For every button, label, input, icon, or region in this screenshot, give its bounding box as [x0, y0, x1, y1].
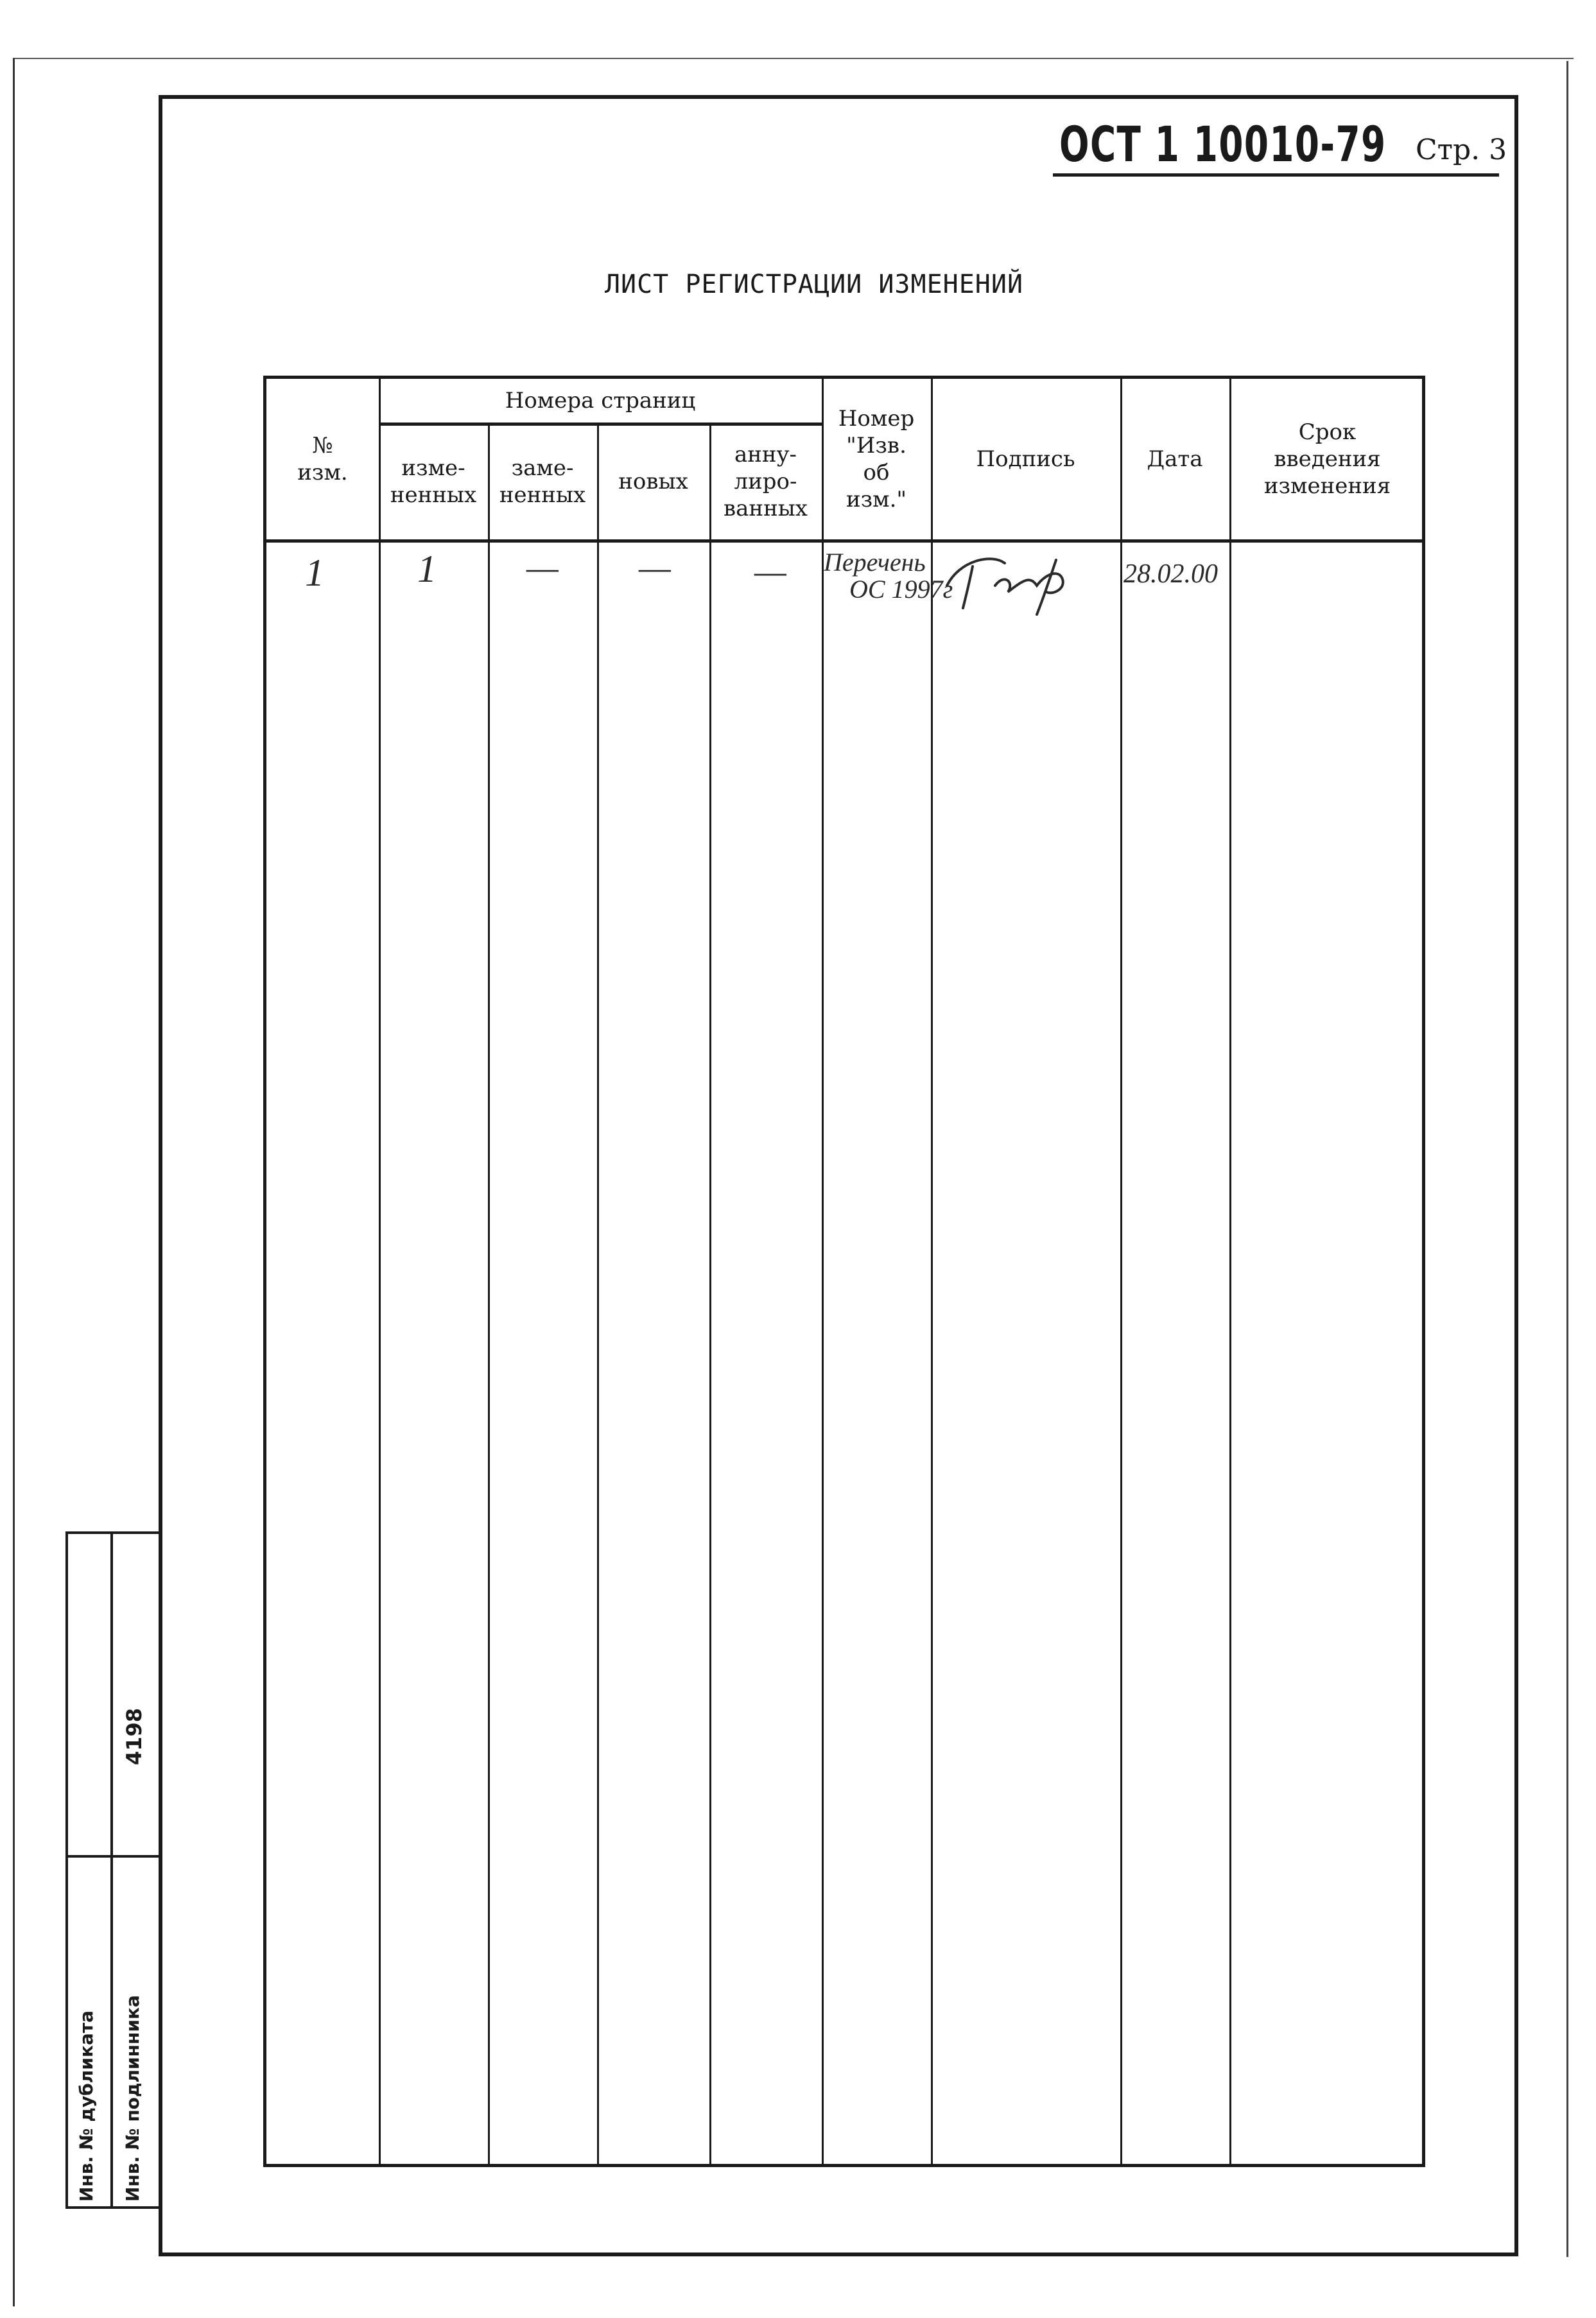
page-title: ЛИСТ РЕГИСТРАЦИИ ИЗМЕНЕНИЙ	[604, 270, 1024, 299]
col-divider	[822, 379, 824, 2164]
header-date: Дата	[1147, 446, 1203, 472]
page-edge	[1566, 61, 1568, 2257]
header-signature: Подпись	[976, 446, 1075, 472]
row1-notice: Перечень ОС 1997г	[824, 548, 953, 604]
header-replaced: заме- ненных	[499, 455, 586, 508]
col-divider	[379, 379, 381, 2164]
col-divider	[1229, 379, 1231, 2164]
col-divider	[931, 379, 933, 2164]
header-underline	[1053, 173, 1499, 177]
document-header	[1059, 116, 1514, 173]
col-divider	[488, 424, 490, 2164]
row1-annulled: —	[754, 552, 786, 591]
header-notice: Номер "Изв. об изм."	[838, 406, 915, 512]
orig-value: 4198	[122, 1707, 146, 1765]
row1-replaced: —	[526, 548, 559, 588]
header-pages-group: Номера страниц	[505, 388, 696, 414]
col-divider	[709, 424, 711, 2164]
header-new: новых	[618, 469, 688, 494]
row1-new: —	[639, 548, 671, 588]
row1-date: 28.02.00	[1123, 559, 1218, 589]
page-number: Стр. 3	[1416, 134, 1507, 166]
header-deadline: Срок введения изменения	[1263, 419, 1391, 499]
signature-icon	[934, 547, 1095, 618]
stamp-divider	[68, 1855, 159, 1858]
col-divider	[1120, 379, 1122, 2164]
inventory-stamp	[65, 1531, 162, 2209]
stamp-divider	[110, 1534, 113, 2206]
document-code: ОСТ 1 10010-79	[1059, 116, 1387, 173]
header-num: № изм.	[297, 433, 348, 485]
header-changed: изме- ненных	[390, 455, 477, 508]
header-annulled: анну- лиро- ванных	[724, 442, 808, 521]
col-divider	[597, 424, 599, 2164]
header-divider	[266, 539, 1422, 543]
orig-label: Инв. № подлинника	[122, 1995, 143, 2202]
row1-num: 1	[305, 552, 324, 594]
row1-changed: 1	[417, 548, 437, 590]
changes-table	[263, 376, 1425, 2167]
dup-label: Инв. № дубликата	[76, 2010, 97, 2202]
